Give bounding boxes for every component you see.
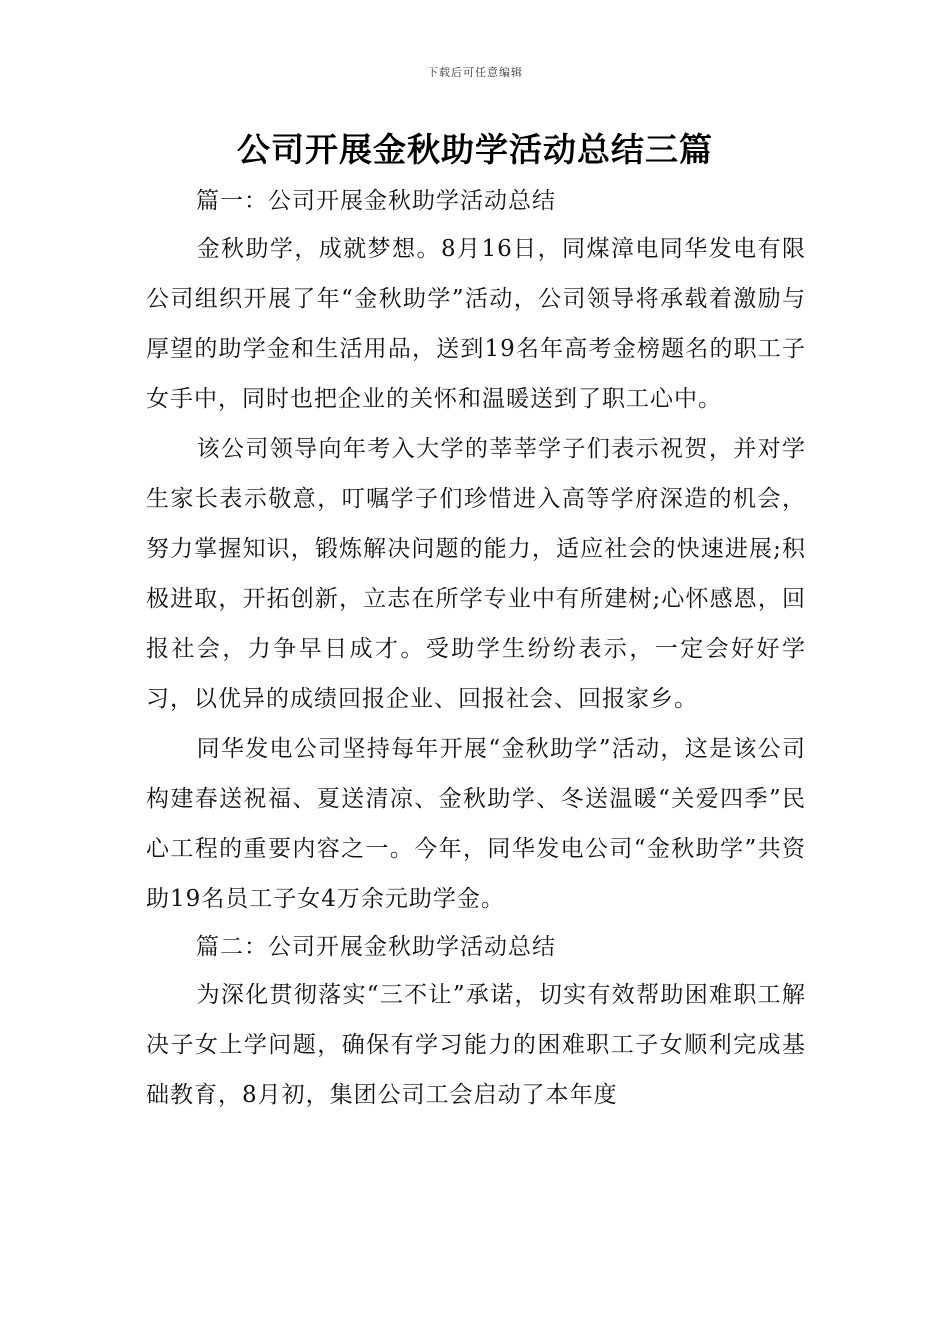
paragraph: 为深化贯彻落实“三不让”承诺，切实有效帮助困难职工解决子女上学问题，确保有学习能力的困难职工子女顺利完成基础教育，8月初，集团公司工会启动了本年度 [146,982,806,1108]
section-heading-1: 篇一：公司开展金秋助学活动总结 [196,188,556,214]
document-body [146,178,806,1120]
document-title: 公司开展金秋助学活动总结三篇 [237,130,713,169]
paragraph: 同华发电公司坚持每年开展“金秋助学”活动，这是该公司构建春送祝福、夏送清凉、金秋助学、冬送温暖“关爱四季”民心工程的重要内容之一。今年，同华发电公司“金秋助学”共资助19名员工子女4万余元助学金。 [146,736,806,912]
paragraph: 该公司领导向年考入大学的莘莘学子们表示祝贺，并对学生家长表示敬意，叮嘱学子们珍惜进入高等学府深造的机会，努力掌握知识，锻炼解决问题的能力，适应社会的快速进展;积极进取，开拓创新，立志在所学专业中有所建树;心怀感恩，回报社会，力争早日成才。受助学生纷纷表示，一定会好好学习，以优异的成绩回报企业、回报社会、回报家乡。 [146,436,806,712]
paragraph: 金秋助学，成就梦想。8月16日，同煤漳电同华发电有限公司组织开展了年“金秋助学”活动，公司领导将承载着激励与厚望的助学金和生活用品，送到19名年高考金榜题名的职工子女手中，同时也把企业的关怀和温暖送到了职工心中。 [146,236,806,412]
section-heading-2: 篇二：公司开展金秋助学活动总结 [196,934,556,960]
header-note: 下载后可任意编辑 [427,66,523,79]
